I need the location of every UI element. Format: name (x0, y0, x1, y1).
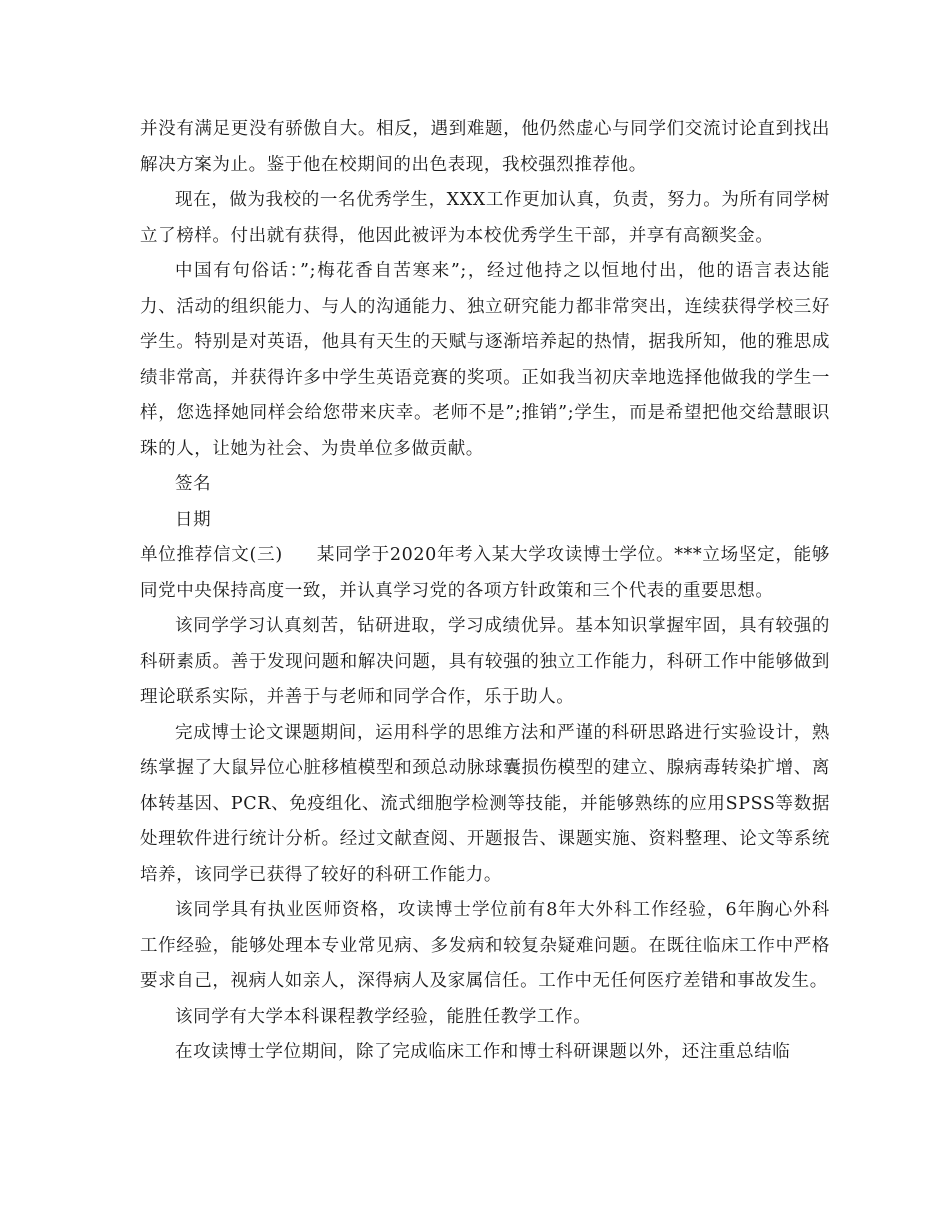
section-paragraph (140, 538, 830, 609)
date-label: 日期 (175, 509, 212, 530)
paragraph: 在攻读博士学位期间，除了完成临床工作和博士科研课题以外，还注重总结临 (175, 1042, 791, 1062)
signature-label: 签名 (175, 474, 212, 494)
paragraph: 该同学有大学本科课程教学经验，能胜任教学工作。 (175, 1006, 592, 1027)
paragraph: 并没有满足更没有骄傲自大。相反，遇到难题，他仍然虚心与同学们交流讨论直到找出解决方案为止。鉴于他在校期间的出色表现，我校强烈推荐他。 (140, 119, 830, 175)
section-heading: 单位推荐信文(三) (140, 545, 283, 565)
section-first-text: 某同学于2020年考入某大学攻读博士学位。***立场坚定，能够同党中央保持高度一致，并认真学习党的各项方针政策和三个代表的重要思想。 (140, 545, 830, 601)
paragraph: 现在，做为我校的一名优秀学生，XXX工作更加认真，负责，努力。为所有同学树立了榜样。付出就有获得，他因此被评为本校优秀学生干部，并享有高额奖金。 (140, 190, 830, 246)
paragraph: 该同学学习认真刻苦，钻研进取，学习成绩优异。基本知识掌握牢固，具有较强的科研素质。善于发现问题和解决问题，具有较强的独立工作能力，科研工作中能够做到理论联系实际，并善于与老师和同学合作，乐于助人。 (140, 616, 830, 707)
paragraph: 中国有句俗话：”;梅花香自苦寒来”;，经过他持之以恒地付出，他的语言表达能力、活动的组织能力、与人的沟通能力、独立研究能力都非常突出，连续获得学校三好学生。特别是对英语，他具有天生的天赋与逐渐培养起的热情，据我所知，他的雅思成绩非常高，并获得许多中学生英语竞赛的奖项。正如我当初庆幸地选择他做我的学生一样，您选择她同样会给您带来庆幸。老师不是”;推销”;学生，而是希望把他交给慧眼识珠的人，让她为社会、为贵单位多做贡献。 (140, 261, 830, 459)
document-body (140, 112, 830, 1071)
paragraph: 该同学具有执业医师资格，攻读博士学位前有8年大外科工作经验，6年胸心外科工作经验，能够处理本专业常见病、多发病和较复杂疑难问题。在既往临床工作中严格要求自己，视病人如亲人，深得病人及家属信任。工作中无任何医疗差错和事故发生。 (140, 900, 830, 991)
paragraph: 完成博士论文课题期间，运用科学的思维方法和严谨的科研思路进行实验设计，熟练掌握了大鼠异位心脏移植模型和颈总动脉球囊损伤模型的建立、腺病毒转染扩增、离体转基因、PCR、免疫组化、流式细胞学检测等技能，并能够熟练的应用SPSS等数据处理软件进行统计分析。经过文献查阅、开题报告、课题实施、资料整理、论文等系统培养，该同学已获得了较好的科研工作能力。 (140, 722, 830, 885)
